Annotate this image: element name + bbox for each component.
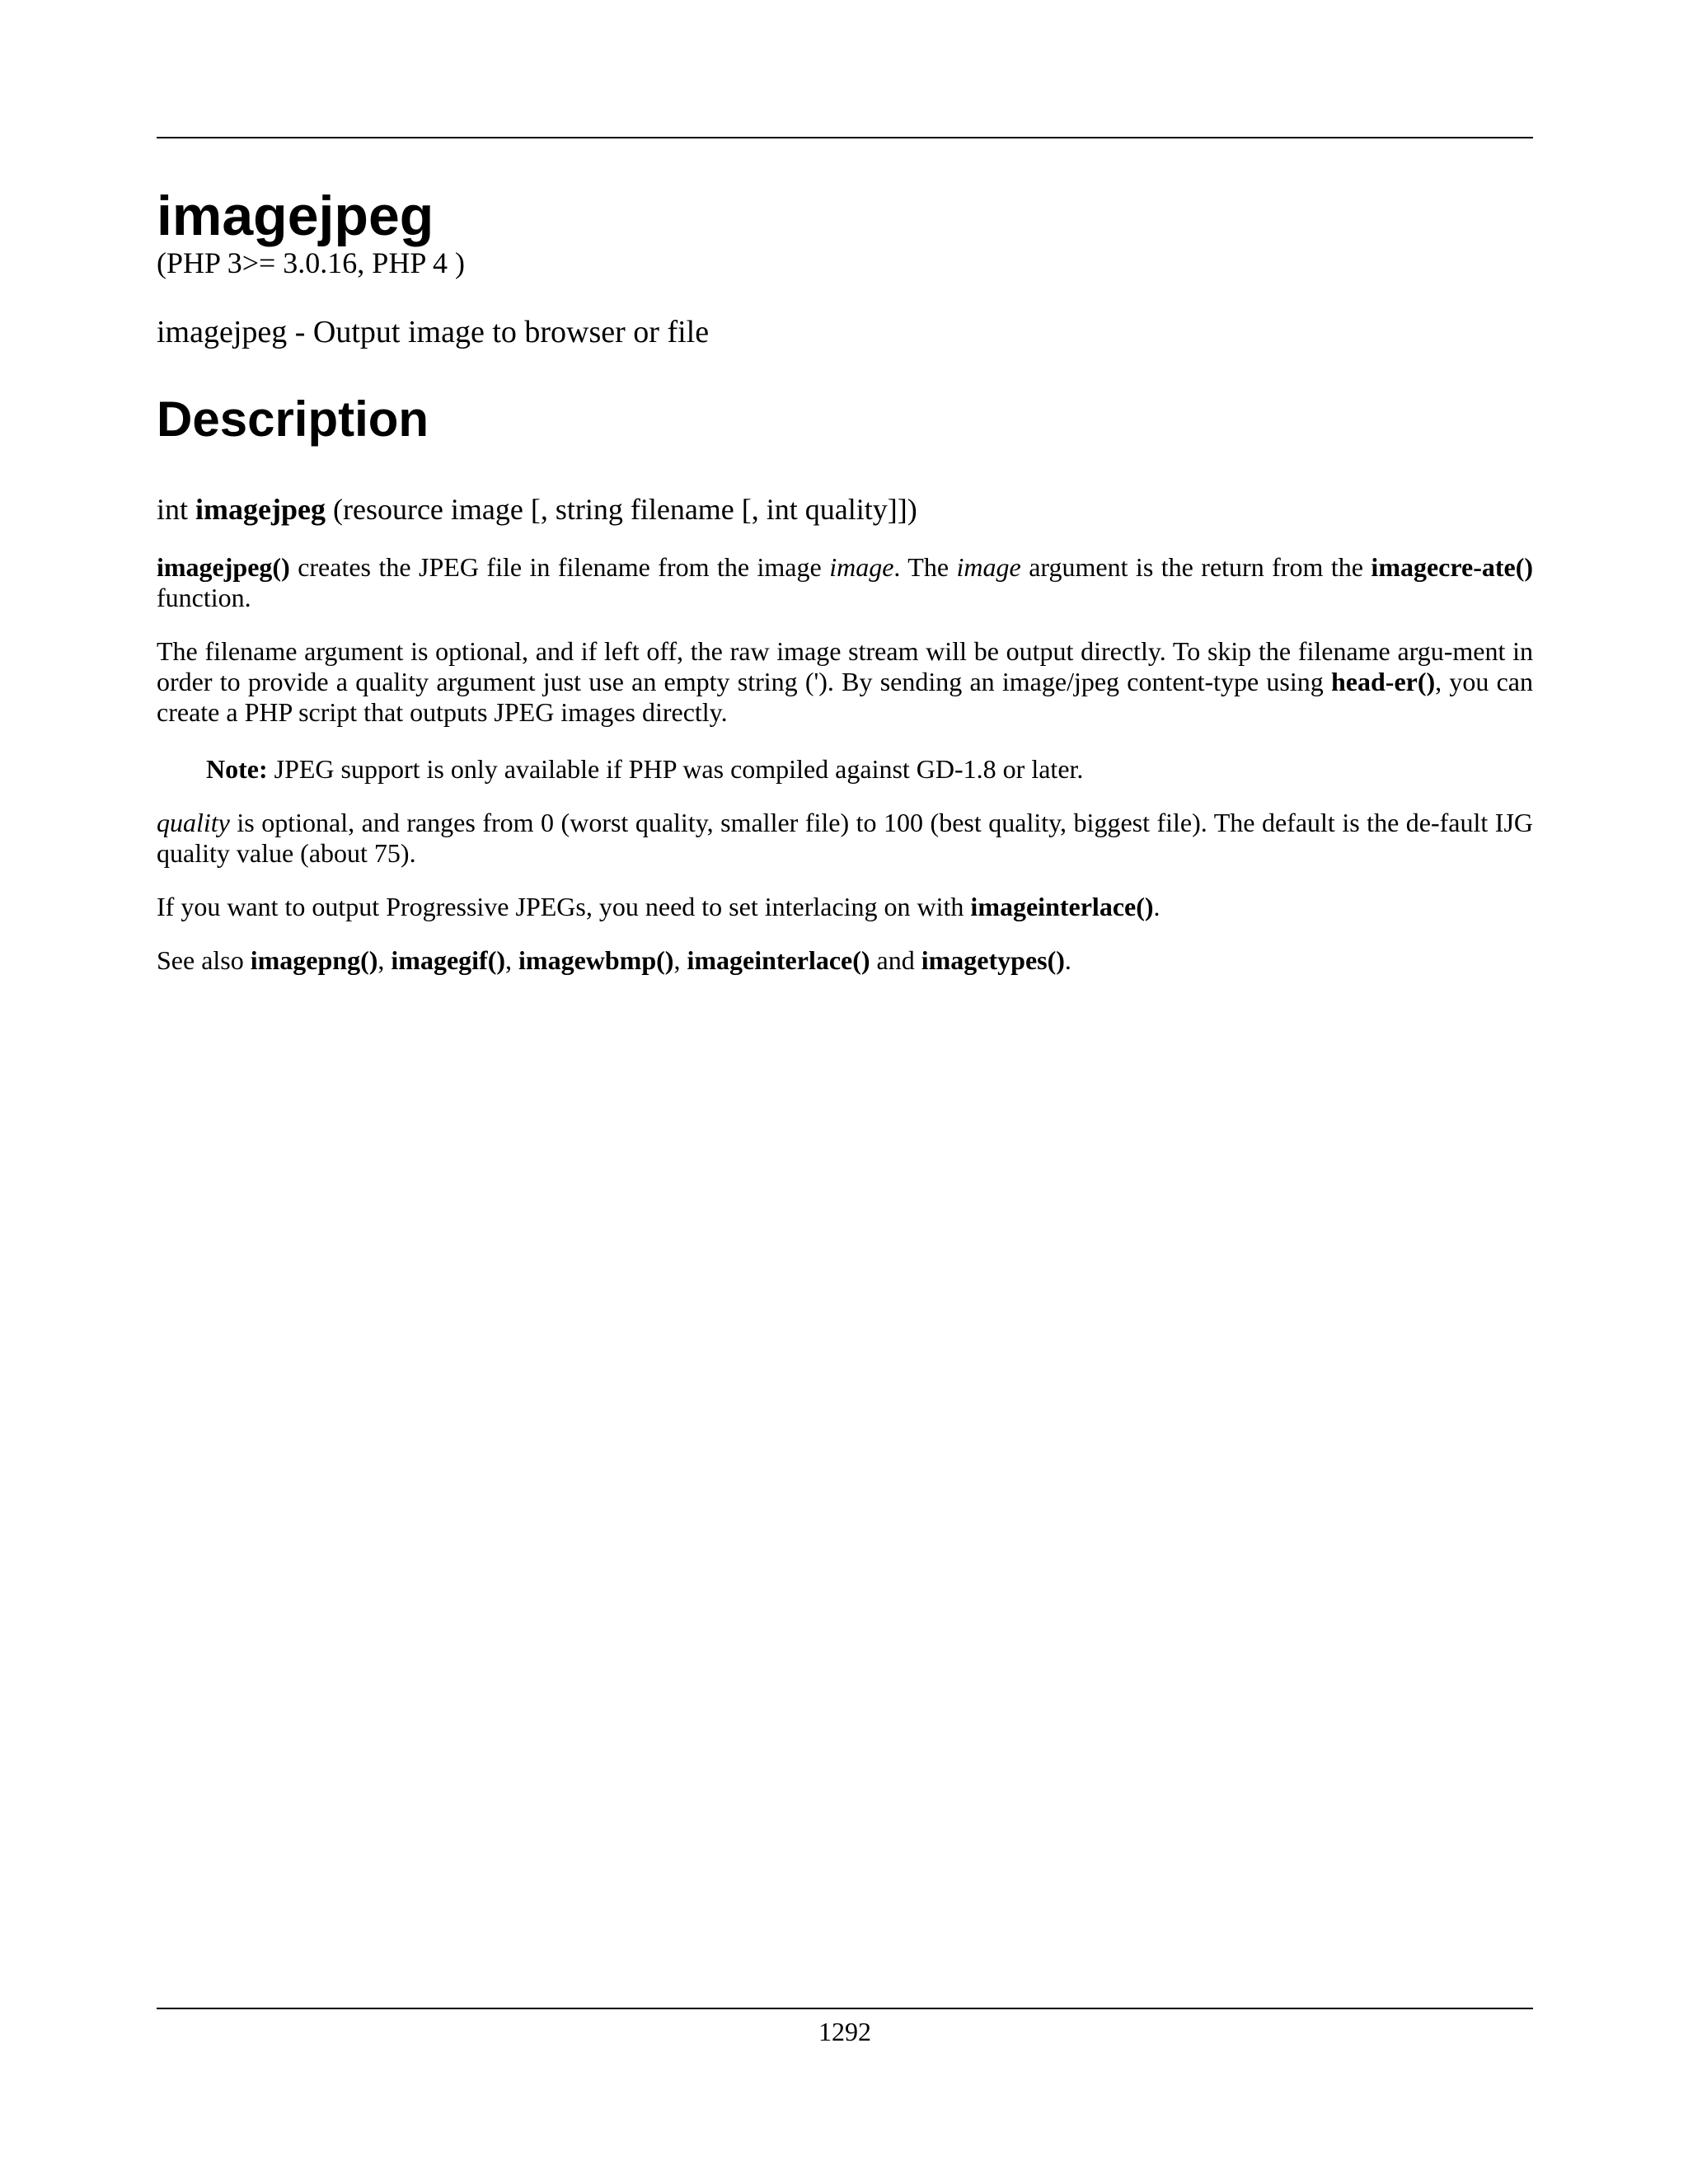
para-text: , [673,944,687,975]
para-text: . [1064,944,1071,975]
php-version: (PHP 3>= 3.0.16, PHP 4 ) [157,246,465,279]
see-also-link-imagetypes[interactable]: imagetypes() [921,944,1065,975]
footer-rule [157,2008,1533,2009]
paragraph-quality [157,808,1533,869]
see-also-link-imagepng[interactable]: imagepng() [250,944,378,975]
func-ref-imageinterlace: imageinterlace() [970,891,1154,921]
synopsis-params: (resource image [, string filename [, int quality]]) [332,492,917,526]
arg-image: image [829,551,894,582]
para-text: is optional, and ranges from 0 (worst quality, smaller file) to 100 (best quality, biggest file). The default is the de-fault IJG quality value (about 75). [157,807,1533,868]
func-ref-imagecreate: imagecre-ate() [1371,551,1534,582]
see-also-link-imagegif[interactable]: imagegif() [391,944,506,975]
func-ref-imagejpeg: imagejpeg() [157,551,290,582]
para-text: function. [157,582,251,612]
para-text: See also [157,944,251,975]
para-text: . [1153,891,1160,921]
see-also-link-imageinterlace[interactable]: imageinterlace() [687,944,870,975]
paragraph-see-also [157,945,1533,976]
arg-image: image [956,551,1021,582]
para-text: , [377,944,392,975]
page-number: 1292 [818,2017,871,2046]
para-text: , [505,944,519,975]
function-title: imagejpeg [157,185,434,247]
note-label: Note: [206,753,268,784]
synopsis-return-type: int [157,492,189,526]
note [206,754,1533,785]
para-text: creates the JPEG file in filename from the image [289,551,830,582]
arg-quality: quality [157,807,230,837]
para-text: , you can create a PHP script that outputs JPEG images directly. [157,666,1534,727]
header-rule [157,137,1533,138]
para-text: argument is the return from the [1020,551,1372,582]
see-also-link-imagewbmp[interactable]: imagewbmp() [518,944,674,975]
synopsis-function-name: imagejpeg [195,492,326,526]
function-purpose: imagejpeg - Output image to browser or file [157,315,710,350]
page-content [157,185,1534,976]
para-text: The filename argument is optional, and if left off, the raw image stream will be output directly. To skip the filename argu-ment in order to provide a quality argument just use an empty string ('). By sending an image/jpeg content-type using [157,635,1533,696]
section-heading-description: Description [157,391,429,447]
func-ref-header: head-er() [1331,666,1436,696]
note-text: JPEG support is only available if PHP was compiled against GD-1.8 or later. [267,753,1084,784]
paragraph-intro [157,552,1533,613]
paragraph-filename [157,636,1533,728]
para-text: . The [893,551,957,582]
para-text: If you want to output Progressive JPEGs, you need to set interlacing on with [157,891,971,921]
function-synopsis [157,492,1533,527]
para-text: and [870,944,921,975]
paragraph-progressive [157,892,1533,922]
